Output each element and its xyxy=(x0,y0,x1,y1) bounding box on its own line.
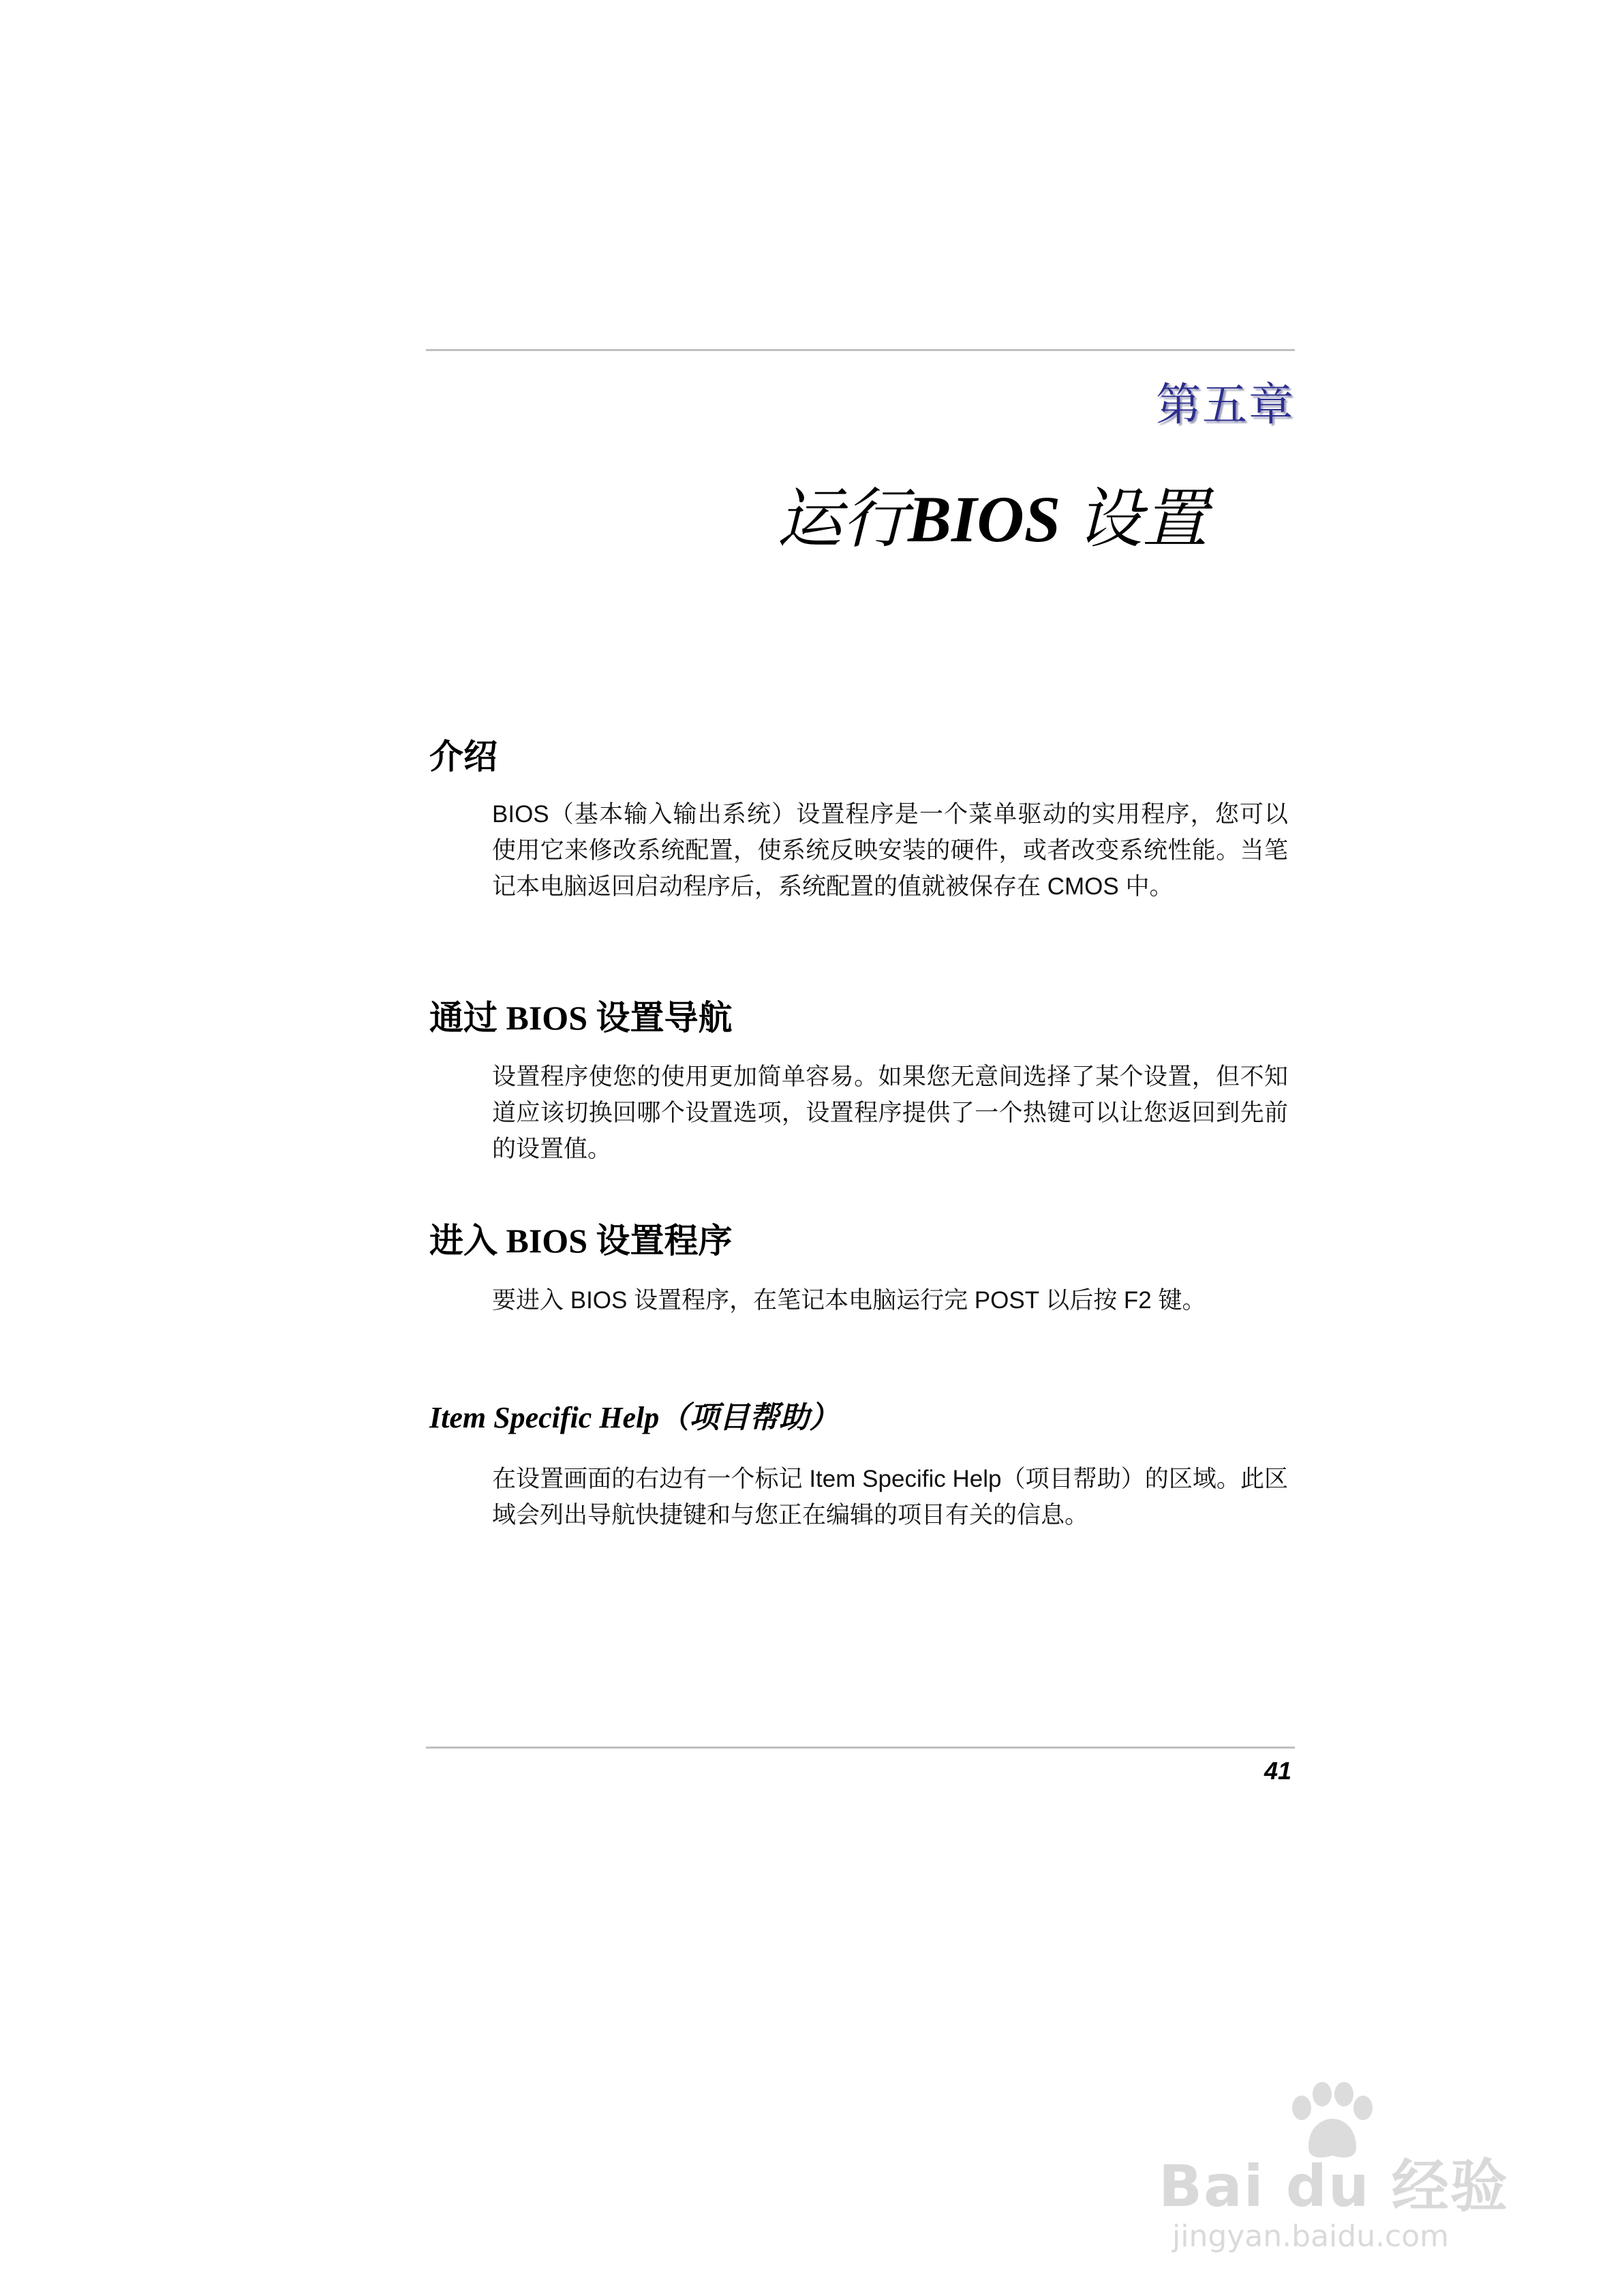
chapter-title-suffix: 设置 xyxy=(1060,483,1208,556)
section-heading-intro: 介绍 xyxy=(429,738,498,776)
chapter-title xyxy=(777,467,1208,560)
chapter-title-prefix: 运行 xyxy=(777,483,908,556)
heading-enter-prefix: 进入 xyxy=(429,1222,506,1260)
bottom-divider xyxy=(426,1747,1295,1749)
top-divider xyxy=(426,349,1295,351)
heading-navigate-latin: BIOS xyxy=(506,999,588,1037)
heading-enter-latin: BIOS xyxy=(506,1222,588,1260)
paragraph-item-help: 在设置画面的右边有一个标记 Item Specific Help（项目帮助）的区域。此区域会列出导航快捷键和与您正在编辑的项目有关的信息。 xyxy=(492,1466,1288,1528)
heading-navigate-prefix: 通过 xyxy=(429,999,506,1037)
section-heading-navigate xyxy=(429,991,733,1040)
section-heading-enter xyxy=(429,1213,733,1263)
paragraph-enter: 要进入 BIOS 设置程序，在笔记本电脑运行完 POST 以后按 F2 键。 xyxy=(492,1287,1206,1314)
page-number: 41 xyxy=(1264,1757,1291,1785)
baidu-watermark xyxy=(1159,2066,1567,2270)
heading-navigate-suffix: 设置导航 xyxy=(587,999,733,1037)
chapter-title-latin: BIOS xyxy=(908,483,1061,556)
paragraph-intro: BIOS（基本输入输出系统）设置程序是一个菜单驱动的实用程序，您可以使用它来修改系统配置，使系统反映安装的硬件，或者改变系统性能。当笔记本电脑返回启动程序后，系统配置的值就被保存在 CMOS 中。 xyxy=(492,801,1288,900)
chapter-label: 第五章 xyxy=(1156,378,1295,431)
heading-enter-suffix: 设置程序 xyxy=(587,1222,733,1260)
paragraph-navigate: 设置程序使您的使用更加简单容易。如果您无意间选择了某个设置，但不知道应该切换回哪个设置选项，设置程序提供了一个热键可以让您返回到先前的设置值。 xyxy=(492,1063,1288,1162)
watermark-site: jingyan.baidu.com xyxy=(1172,2219,1450,2254)
sub-heading-item-help: Item Specific Help（项目帮助） xyxy=(429,1401,840,1434)
watermark-brand: Bai du 经验 xyxy=(1159,2153,1509,2220)
